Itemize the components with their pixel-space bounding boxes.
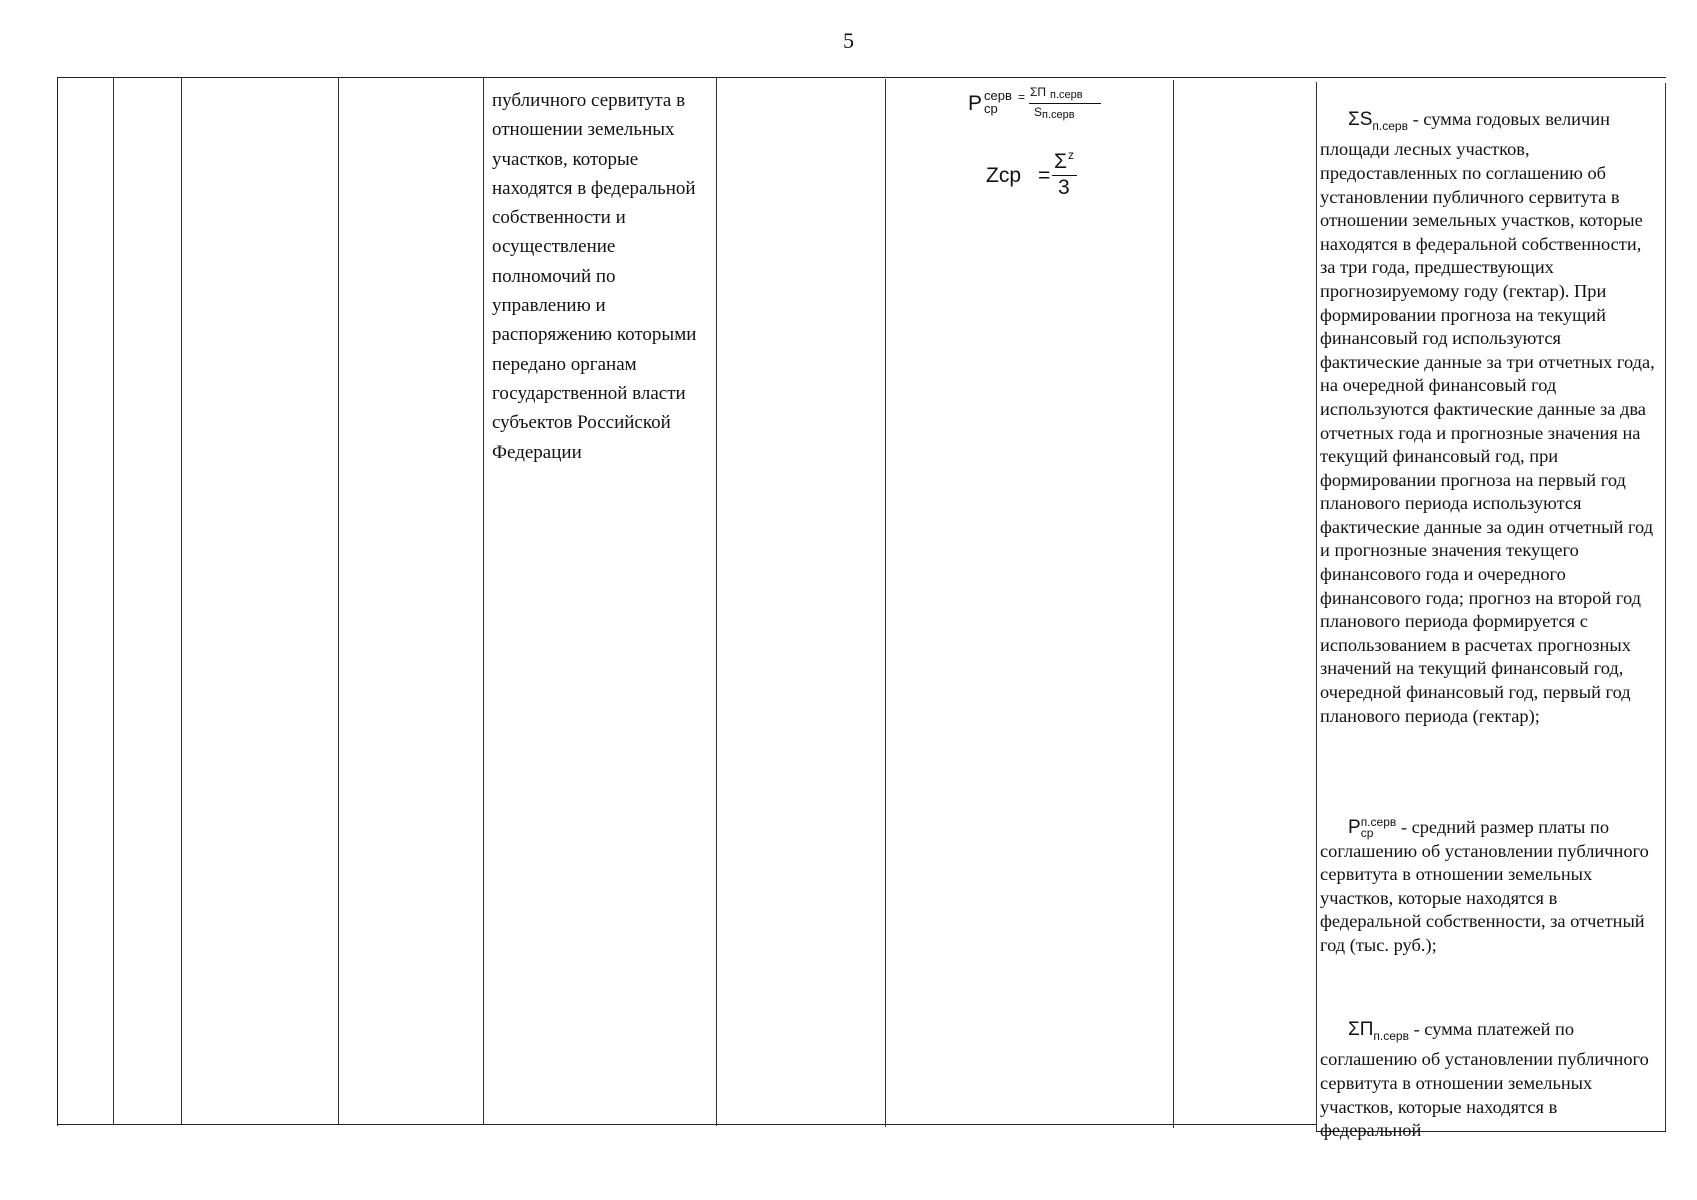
- formula-1-base: P: [968, 92, 983, 115]
- formula-2-num-sup: z: [1068, 148, 1074, 162]
- formula-1-num: ΣП: [1030, 85, 1047, 99]
- definition-2-symbol: P: [1348, 817, 1361, 838]
- column-divider-7: [1173, 80, 1174, 1128]
- page-number: 5: [843, 28, 854, 53]
- column-divider-1: [113, 77, 114, 1125]
- column-divider-8: [1316, 82, 1317, 1131]
- formula-1-den-sub: п.серв: [1042, 109, 1075, 121]
- definition-3-text: - сумма платежей по соглашению об установлении публичного сервитута в отношении земельных участков, которые находятся в федеральной: [1320, 1019, 1649, 1141]
- formula-2-left: Zср: [986, 164, 1022, 187]
- definition-sum-area: [1320, 108, 1660, 728]
- column-divider-9: [1665, 83, 1666, 1131]
- formula-2-eq: =: [1038, 164, 1051, 187]
- definition-1-symbol-sub: п.серв: [1372, 118, 1408, 133]
- table-bottom-border: [57, 1124, 1317, 1125]
- formula-average-payment: [968, 85, 1108, 128]
- definition-2-text: - средний размер платы по соглашению об установлении публичного сервитута в отношении земельных участков, которые находятся в федеральной собственности, за отчетный год (тыс. руб.);: [1320, 817, 1649, 955]
- definition-average-payment: [1320, 816, 1660, 958]
- definition-3-symbol: ΣП: [1348, 1019, 1374, 1040]
- formula-2-num: Σ: [1054, 150, 1067, 173]
- column-divider-6: [885, 79, 886, 1127]
- formula-1-den: S: [1034, 105, 1043, 119]
- formula-2-den: 3: [1058, 176, 1070, 199]
- definition-1-text: - сумма годовых величин площади лесных участков, предоставленных по соглашению об установлении публичного сервитута в отношении земельных участков, которые находятся в федеральной собственности, за три года, предшествующих прогнозируемому году (гектар). При формировании прогноза на текущий финансовый год используются фактические данные за три отчетных года, на очередной финансовый год используются фактические данные за два отчетных года и прогнозные значения на текущий финансовый год, при формировании прогноза на первый год планового периода используются фактические данные за один отчетный год и прогнозные значения текущего финансового года и очередного финансового года; прогноз на второй год планового периода формируется с использованием в расчетах прогнозных значений на текущий финансовый год, очередной финансовый год, первый год планового периода (гектар);: [1320, 109, 1655, 726]
- definition-3-symbol-sub: п.серв: [1373, 1028, 1409, 1043]
- definition-sum-payments: [1320, 1018, 1660, 1143]
- column-divider-3: [338, 77, 339, 1125]
- formula-1-sup: серв: [984, 88, 1012, 103]
- formula-1-fraction-bar: [1029, 103, 1101, 104]
- cell-description-text: публичного сервитута в отношении земельных участков, которые находятся в федеральной собственности и осуществление полномочий по управлению и распоряжению которыми передано органам государственной власти субъектов Российской Федерации: [492, 90, 697, 463]
- formula-average-z: [986, 150, 1096, 200]
- formula-1-eq: =: [1018, 90, 1026, 104]
- definition-2-symbol-sub: ср: [1360, 825, 1374, 840]
- formula-1-sub: ср: [984, 101, 998, 116]
- column-divider-2: [181, 77, 182, 1125]
- definition-1-symbol: ΣS: [1348, 109, 1373, 130]
- definition-2-symbol-sup: п.серв: [1360, 814, 1397, 829]
- formula-1-num-sub: п.серв: [1050, 89, 1083, 101]
- column-divider-4: [483, 77, 484, 1125]
- column-divider-5: [716, 78, 717, 1126]
